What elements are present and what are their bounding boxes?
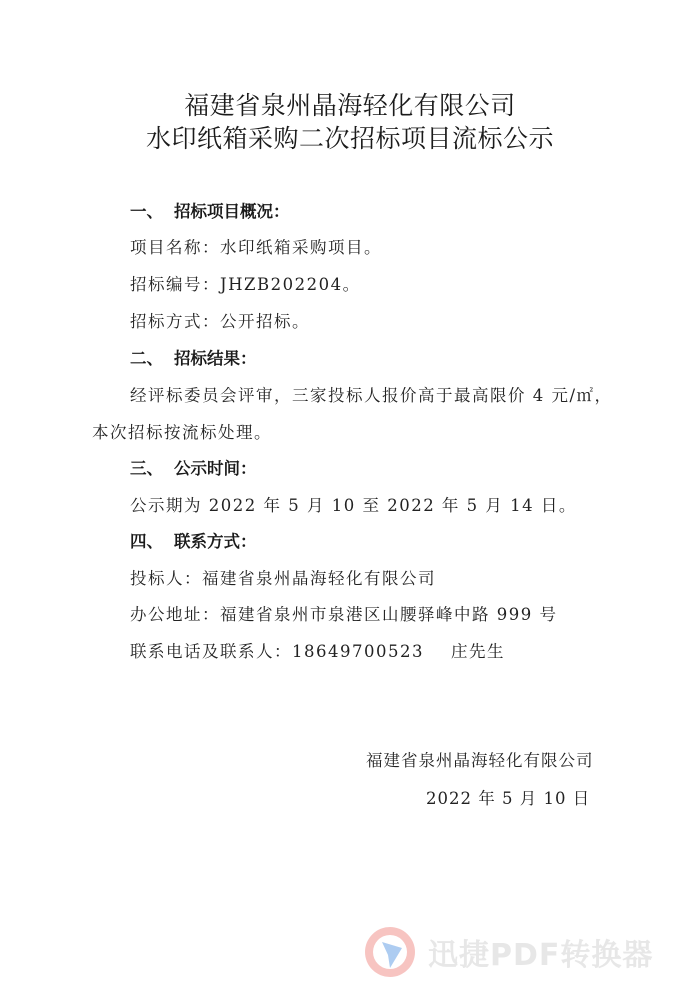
contact-line: 联系电话及联系人：18649700523 庄先生 xyxy=(130,642,505,661)
office-address-line: 办公地址：福建省泉州市泉港区山腰驿峰中路 999 号 xyxy=(130,605,558,624)
document-title-line1: 福建省泉州晶海轻化有限公司 xyxy=(184,91,516,120)
signature-company: 福建省泉州晶海轻化有限公司 xyxy=(366,751,594,770)
section-heading-period xyxy=(130,455,257,479)
section-number: 一、 xyxy=(130,202,163,221)
section-heading-contact xyxy=(130,528,257,552)
converter-logo-icon xyxy=(362,924,418,980)
project-name-line: 项目名称：水印纸箱采购项目。 xyxy=(130,238,382,257)
section-heading-result xyxy=(130,345,257,369)
section-title: 联系方式： xyxy=(174,532,257,551)
document-title-line2: 水印纸箱采购二次招标项目流标公示 xyxy=(145,124,554,153)
tender-method-line: 招标方式：公开招标。 xyxy=(130,312,310,331)
period-line: 公示期为 2022 年 5 月 10 至 2022 年 5 月 14 日。 xyxy=(130,496,577,515)
bidder-line: 投标人：福建省泉州晶海轻化有限公司 xyxy=(130,569,436,588)
pdf-converter-watermark xyxy=(362,922,653,982)
section-title: 公示时间： xyxy=(174,459,257,478)
section-title: 招标结果： xyxy=(174,349,257,368)
result-paragraph-line1: 经评标委员会评审，三家投标人报价高于最高限价 4 元/㎡， xyxy=(130,386,613,405)
section-title: 招标项目概况： xyxy=(174,202,290,221)
tender-number-line: 招标编号：JHZB202204。 xyxy=(130,275,361,294)
section-number: 三、 xyxy=(130,459,163,478)
section-heading-overview xyxy=(130,198,290,222)
signature-date: 2022 年 5 月 10 日 xyxy=(426,789,591,808)
section-number: 二、 xyxy=(130,349,163,368)
result-paragraph-line2: 本次招标按流标处理。 xyxy=(92,423,272,442)
section-number: 四、 xyxy=(130,532,163,551)
watermark-text: 迅捷PDF转换器 xyxy=(428,938,654,973)
